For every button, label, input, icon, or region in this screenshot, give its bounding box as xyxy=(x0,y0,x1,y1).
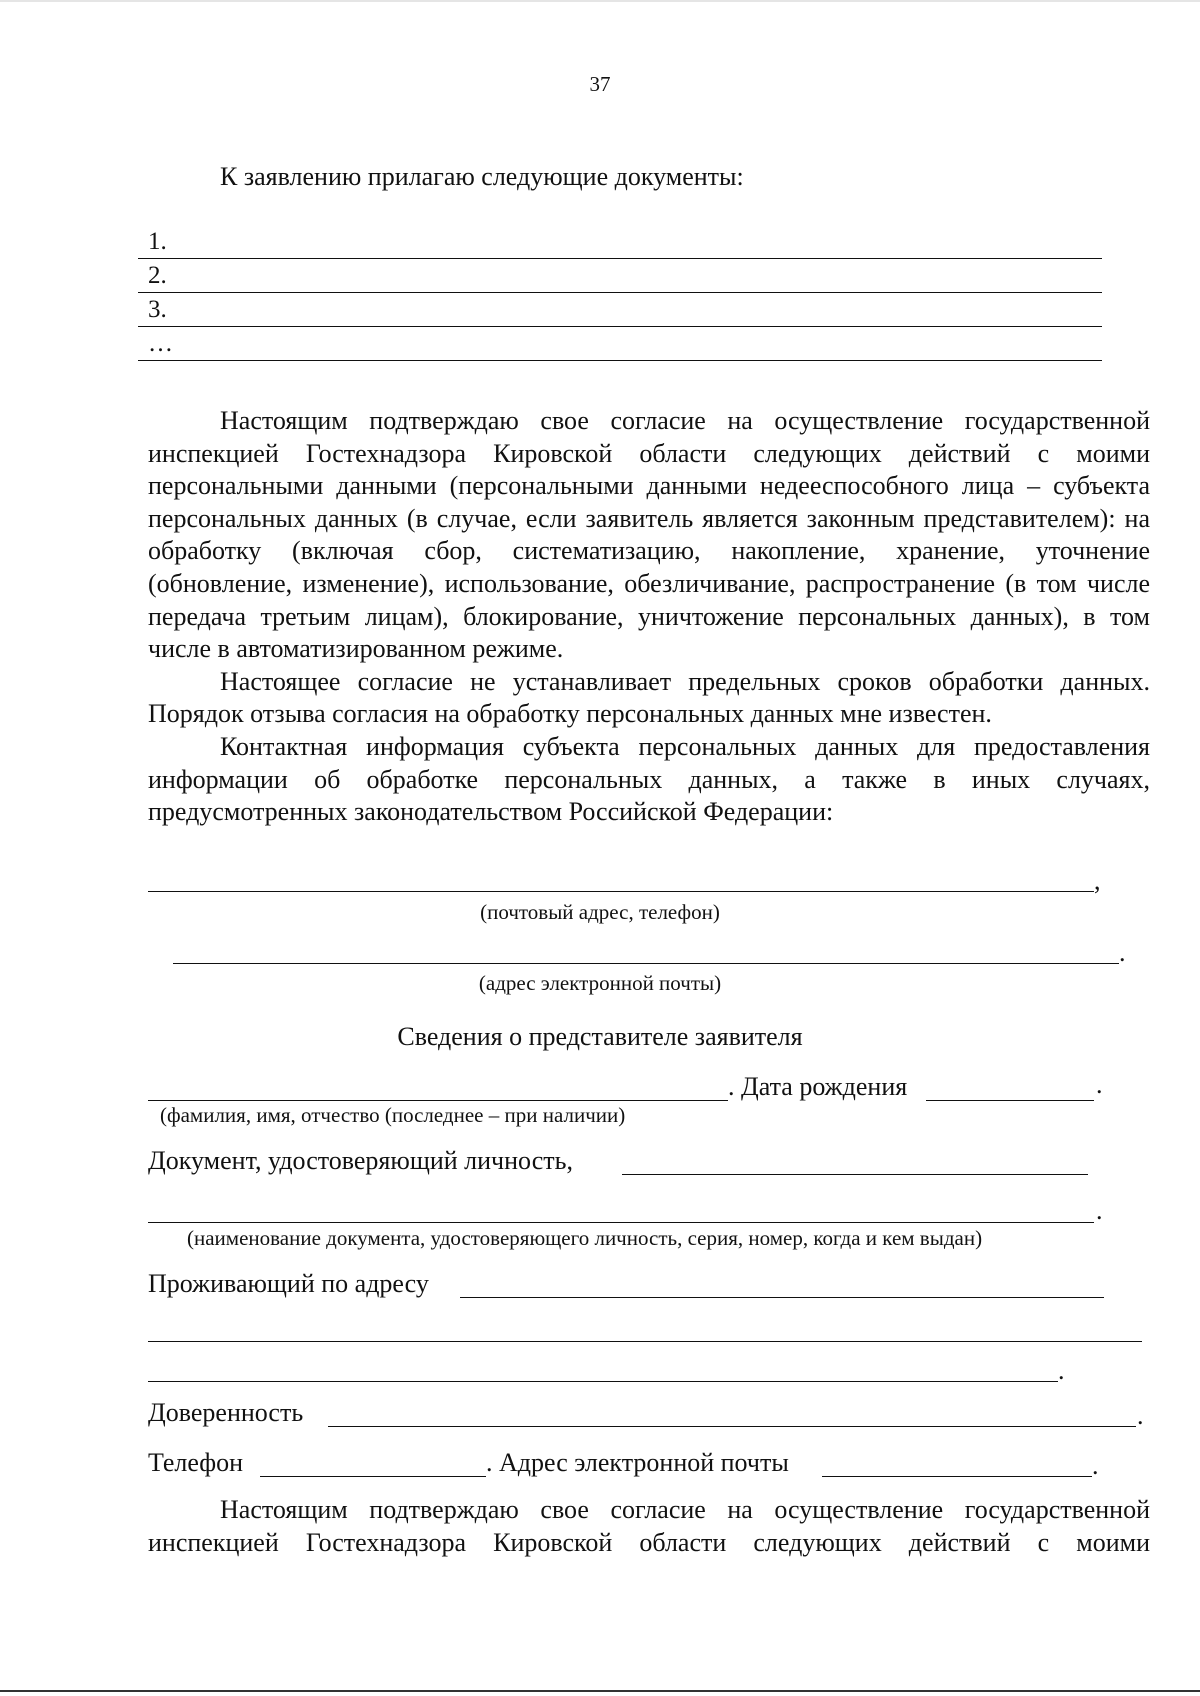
id-document-period: . xyxy=(1096,1196,1103,1225)
page-number: 37 xyxy=(589,72,611,96)
attachment-line-2[interactable] xyxy=(138,262,1102,293)
email-address-field[interactable] xyxy=(173,963,1119,964)
attachment-ellipsis: … xyxy=(148,330,173,357)
postal-comma: , xyxy=(1094,866,1101,895)
postal-address-field[interactable] xyxy=(148,891,1094,892)
phone-label: Телефон xyxy=(148,1448,244,1477)
power-of-attorney-label: Доверенность xyxy=(148,1398,304,1427)
representative-fio-field[interactable] xyxy=(148,1100,728,1101)
id-document-caption: (наименование документа, удостоверяющего личность, серия, номер, когда и кем выдан) xyxy=(187,1226,983,1250)
id-document-label: Документ, удостоверяющий личность, xyxy=(148,1146,573,1175)
address-field[interactable] xyxy=(460,1297,1104,1298)
representative-email-period: . xyxy=(1092,1451,1099,1480)
representative-email-label: . Адрес электронной почты xyxy=(486,1448,789,1477)
scan-edge-top xyxy=(0,0,1200,2)
attachment-line-1[interactable] xyxy=(138,228,1102,259)
address-field-cont-2[interactable] xyxy=(148,1381,1058,1382)
representative-heading: Сведения о представителе заявителя xyxy=(397,1022,803,1051)
representative-email-field[interactable] xyxy=(822,1476,1092,1477)
attachments-intro: К заявлению прилагаю следующие документы: xyxy=(220,162,744,191)
address-field-cont-1[interactable] xyxy=(148,1341,1142,1342)
email-period: . xyxy=(1119,938,1126,967)
consent-paragraph-2: Настоящее согласие не устанавливает предельных сроков обработки данных. Порядок отзыва согласия на обработку персональных данных мне известен. xyxy=(148,666,1150,729)
address-period: . xyxy=(1058,1356,1065,1385)
phone-field[interactable] xyxy=(260,1476,486,1477)
power-of-attorney-field[interactable] xyxy=(328,1426,1136,1427)
consent-block xyxy=(148,405,1150,829)
birth-date-field[interactable] xyxy=(926,1100,1094,1101)
attachment-number-3: 3. xyxy=(148,296,167,323)
birth-date-period: . xyxy=(1096,1070,1103,1099)
attachment-line-3[interactable] xyxy=(138,296,1102,327)
final-consent-block xyxy=(148,1494,1150,1559)
fio-caption: (фамилия, имя, отчество (последнее – при наличии) xyxy=(160,1103,626,1127)
attachment-number-1: 1. xyxy=(148,228,167,255)
contact-intro-paragraph: Контактная информация субъекта персональных данных для предоставления информации об обработке персональных данных, а также в иных случаях, предусмотренных законодательством Российской Федерации: xyxy=(148,731,1150,827)
postal-caption: (почтовый адрес, телефон) xyxy=(480,900,720,924)
consent-paragraph-1: Настоящим подтверждаю свое согласие на осуществление государственной инспекцией Гостехнадзора Кировской области следующих действий с моими персональными данными (персональными данными недееспособного лица – субъекта персональных данных (в случае, если заявитель является законным представителем): на обработку (включая сбор, систематизацию, накопление, хранение, уточнение (обновление, изменение), использование, обезличивание, распространение (в том числе передача третьим лицам), блокирование, уничтожение персональных данных), в том числе в автоматизированном режиме. xyxy=(148,406,1150,664)
birth-date-label: . Дата рождения xyxy=(728,1072,908,1101)
address-label: Проживающий по адресу xyxy=(148,1269,429,1298)
final-consent-paragraph: Настоящим подтверждаю свое согласие на осуществление государственной инспекцией Гостехнадзора Кировской области следующих действий с моими xyxy=(148,1495,1150,1557)
scan-edge-bottom xyxy=(0,1690,1200,1692)
power-of-attorney-period: . xyxy=(1137,1401,1144,1430)
attachment-number-2: 2. xyxy=(148,262,167,289)
email-caption: (адрес электронной почты) xyxy=(478,971,722,995)
id-document-field[interactable] xyxy=(622,1174,1088,1175)
id-document-field-cont[interactable] xyxy=(148,1222,1094,1223)
attachment-line-more[interactable] xyxy=(138,330,1102,361)
